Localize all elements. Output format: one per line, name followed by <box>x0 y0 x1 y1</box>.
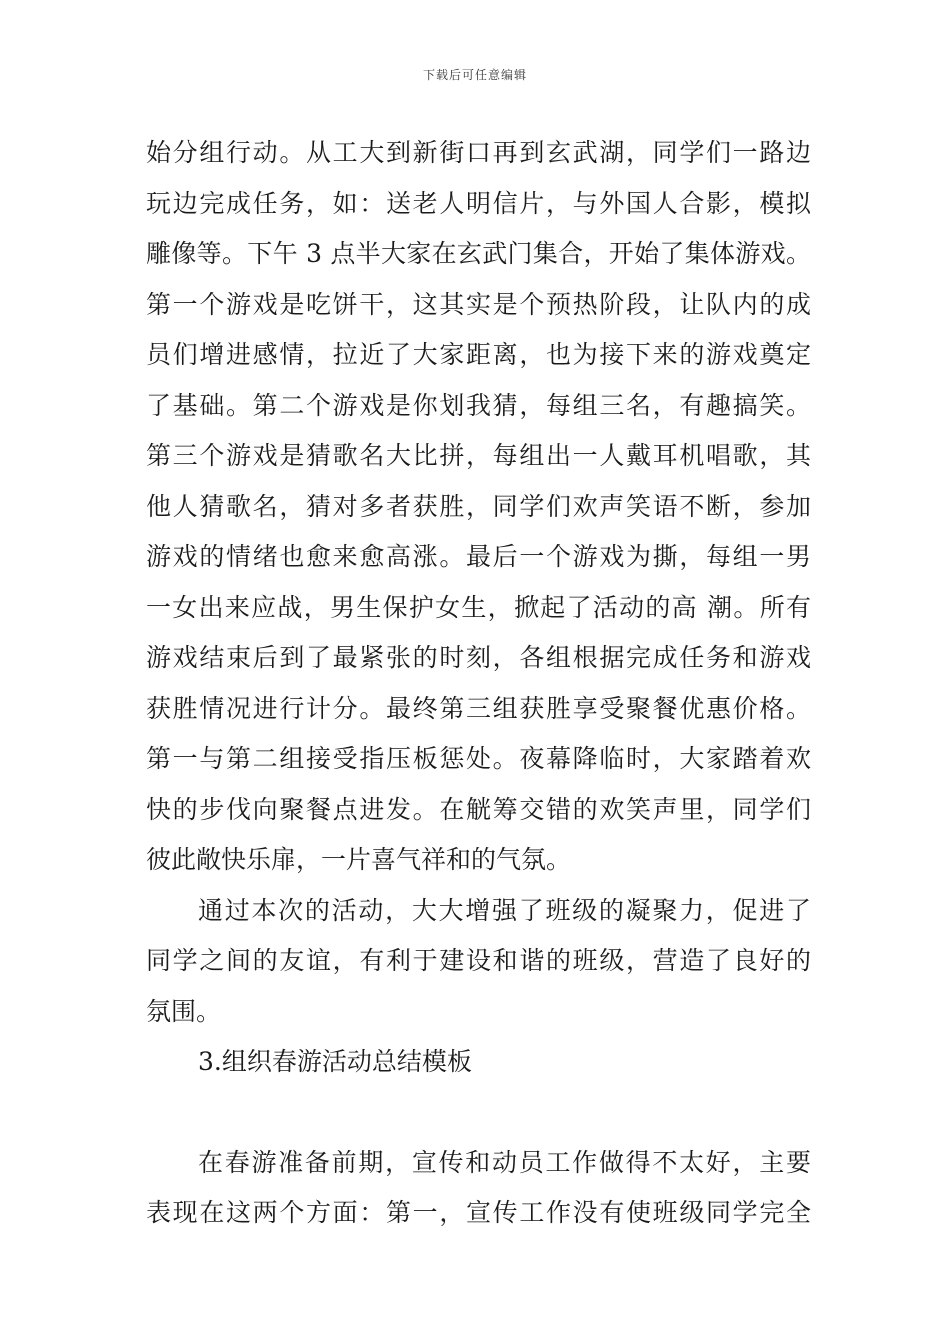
text-line: 氛围。 <box>146 996 222 1026</box>
text-line: 了基础。第二个游戏是你划我猜，每组三名，有趣搞笑。 <box>146 390 811 420</box>
text-line: 雕像等。下午 3 点半大家在玄武门集合，开始了集体游戏。 <box>146 239 811 268</box>
text-line: 游戏的情绪也愈来愈高涨。最后一个游戏为撕，每组一男 <box>146 542 811 571</box>
paragraph-1 <box>146 128 811 886</box>
text-line: 始分组行动。从工大到新街口再到玄武湖，同学们一路边 <box>146 138 811 167</box>
text-line: 通过本次的活动，大大增强了班级的凝聚力，促进了 <box>198 895 811 925</box>
section-heading <box>146 1037 811 1088</box>
text-line: 快的步伐向聚餐点进发。在觥筹交错的欢笑声里，同学们 <box>146 794 811 824</box>
text-line: 第三个游戏是猜歌名大比拼，每组出一人戴耳机唱歌，其 <box>146 441 811 470</box>
text-line: 第一个游戏是吃饼干，这其实是个预热阶段，让队内的成 <box>146 289 811 319</box>
text-line: 员们增进感情，拉近了大家距离，也为接下来的游戏奠定 <box>146 340 811 369</box>
text-line: 在春游准备前期，宣传和动员工作做得不太好，主要 <box>198 1147 811 1177</box>
text-line: 他人猜歌名，猜对多者获胜，同学们欢声笑语不断，参加 <box>146 491 811 521</box>
text-line: 彼此敞快乐扉，一片喜气祥和的气氛。 <box>146 845 572 874</box>
paragraph-2 <box>146 886 811 1038</box>
paragraph-3 <box>146 1138 811 1239</box>
heading-text: 3.组织春游活动总结模板 <box>198 1047 472 1076</box>
text-line: 获胜情况进行计分。最终第三组获胜享受聚餐优惠价格。 <box>146 693 811 723</box>
document-body <box>146 128 811 1239</box>
text-line: 表现在这两个方面：第一，宣传工作没有使班级同学完全 <box>146 1198 811 1227</box>
text-line: 第一与第二组接受指压板惩处。夜幕降临时，大家踏着欢 <box>146 744 811 773</box>
text-line: 游戏结束后到了最紧张的时刻，各组根据完成任务和游戏 <box>146 643 811 672</box>
text-line: 玩边完成任务，如：送老人明信片，与外国人合影，模拟 <box>146 188 811 218</box>
blank-gap <box>146 1088 811 1138</box>
page-header: 下载后可任意编辑 <box>422 68 527 82</box>
text-line: 同学之间的友谊，有利于建设和谐的班级，营造了良好的 <box>146 946 811 975</box>
text-line: 一女出来应战，男生保护女生，掀起了活动的高 潮。所有 <box>146 592 811 622</box>
